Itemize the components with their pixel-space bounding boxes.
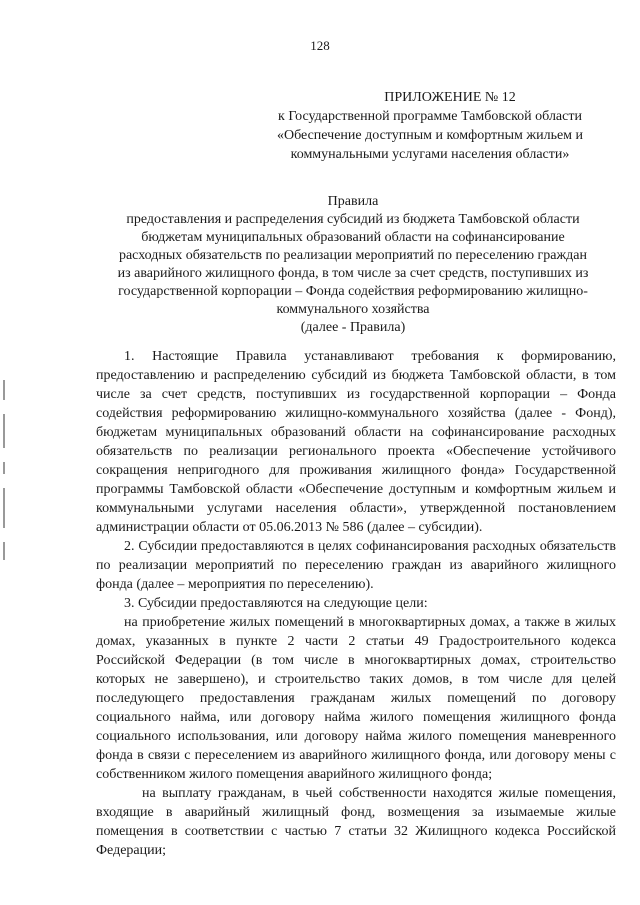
appendix-line: коммунальными услугами населения области» [290,147,570,162]
paragraph-3: 3. Субсидии предоставляются на следующие цели: [124,596,428,611]
paragraph-goal-1: на приобретение жилых помещений в многоквартирных домах, а также в жилых домах, указанных в пункте 2 части 2 статьи 49 Градостроительного кодекса Российской Федерации (в том числе в многоквартирных домах, строительство которых не завершено), и строительство таких домов, в том числе для целей последующего предоставления гражданам жилых помещений по договору социального найма, или договору найма жилого помещения жилищного фонда социального использования, или договору найма жилого помещения маневренного фонда в связи с переселением из аварийного жилищного фонда, или договору мены с собственником жилого помещения аварийного жилищного фонда; [96,615,616,782]
title-line: предоставления и распределения субсидий из бюджета Тамбовской области [126,212,580,227]
title-line: государственной корпорации – Фонда содействия реформированию жилищно- [118,284,588,299]
scan-edge-marks [3,380,9,580]
page-number: 128 [310,38,330,53]
document-title [88,193,618,337]
paragraph-2: 2. Субсидии предоставляются в целях софинансирования расходных обязательств по реализации мероприятий по переселению граждан из аварийного жилищного фонда (далее – мероприятия по переселению). [96,539,616,592]
appendix-line: «Обеспечение доступным и комфортным жильем и [276,128,584,143]
title-heading: Правила [327,194,379,209]
appendix-line: к Государственной программе Тамбовской области [278,109,582,124]
paragraph-1: 1. Настоящие Правила устанавливают требования к формированию, предоставлению и распределению субсидий из бюджета Тамбовской области, в том числе за счет средств, поступивших из государственной корпорации – Фонда содействия реформированию жилищно-коммунального хозяйства (далее - Фонд), бюджетам муниципальных образований области на софинансирование расходных обязательств по реализации регионального проекта «Обеспечение устойчивого сокращения непригодного для проживания жилищного фонда» Государственной программы Тамбовской области «Обеспечение доступным и комфортным жильем и коммунальными услугами населения области», утвержденной постановлением администрации области от 05.06.2013 № 586 (далее – субсидии). [96,349,616,535]
title-line: (далее - Правила) [300,320,406,335]
title-line: коммунального хозяйства [276,302,430,317]
title-line: из аварийного жилищного фонда, в том числе за счет средств, поступивших из [117,266,589,281]
title-line: бюджетам муниципальных образований области на софинансирование [141,230,565,245]
document-body [96,347,616,860]
paragraph-goal-2: на выплату гражданам, в чьей собственности находятся жилые помещения, входящие в аварийный жилищный фонд, возмещения за изымаемые жилые помещения в соответствии с частью 7 статьи 32 Жилищного кодекса Российской Федерации; [96,786,616,858]
appendix-title: ПРИЛОЖЕНИЕ № 12 [384,90,516,105]
title-line: расходных обязательств по реализации мероприятий по переселению граждан [118,248,588,263]
